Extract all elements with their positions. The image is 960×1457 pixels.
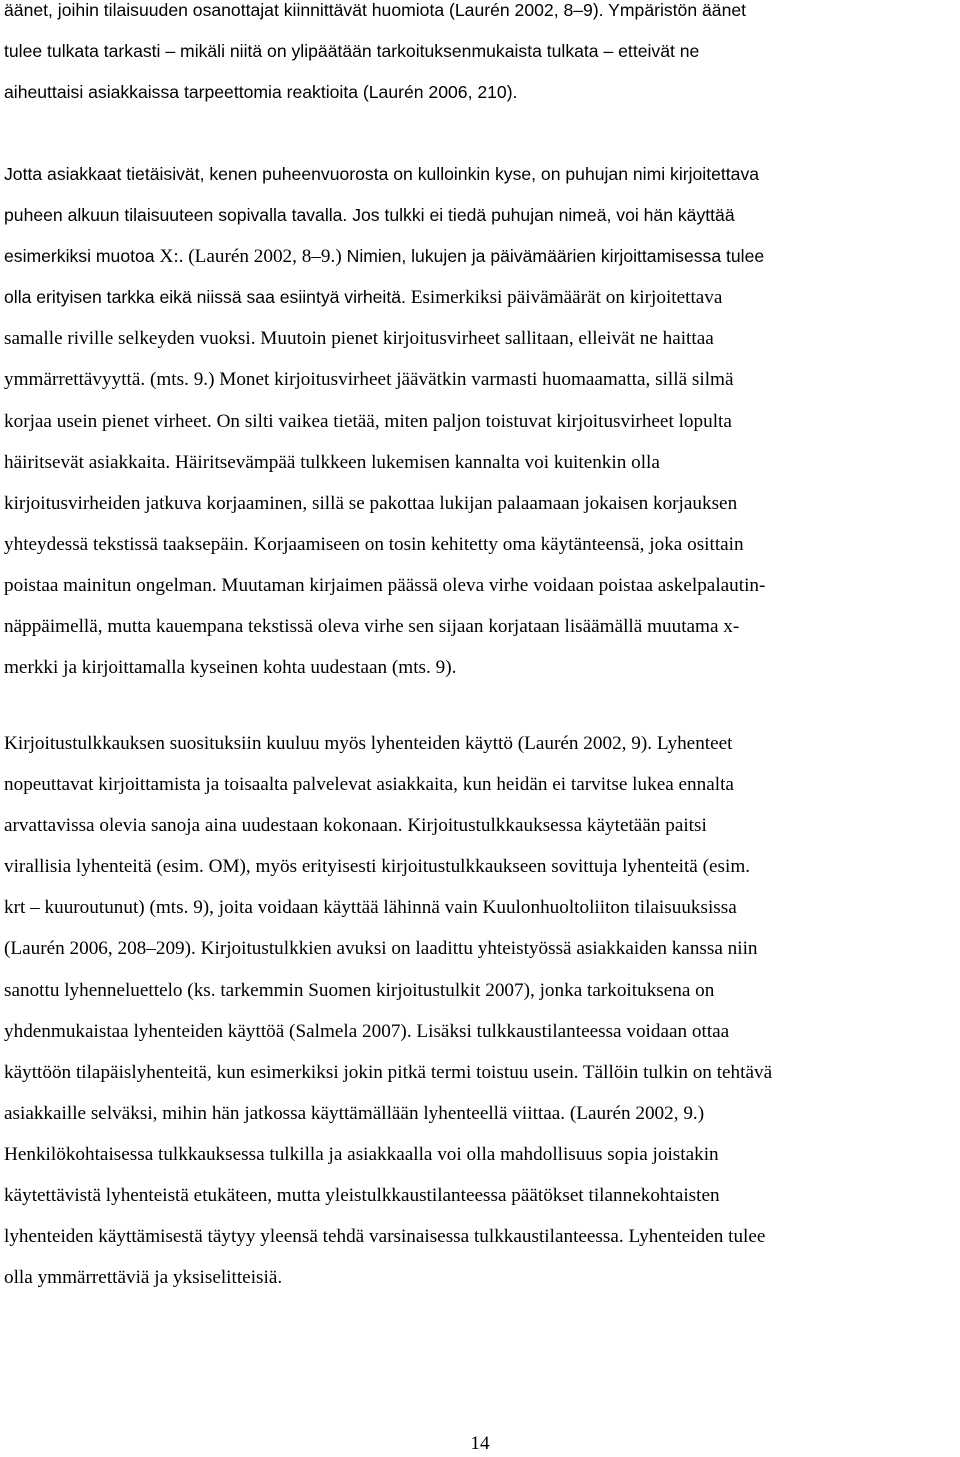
text-run: äänet, joihin tilaisuuden osanottajat kiinnittävät huomiota (Laurén 2002, 8–9). Ympäristön äänet bbox=[4, 0, 747, 20]
text-line bbox=[4, 1134, 960, 1175]
text-run: nopeuttavat kirjoittamista ja toisaalta palvelevat asiakkaita, kun heidän ei tarvitse lukea ennalta bbox=[4, 774, 734, 796]
text-line bbox=[4, 565, 960, 606]
text-line bbox=[4, 647, 960, 688]
text-line bbox=[4, 359, 960, 400]
text-line bbox=[4, 723, 960, 764]
text-line bbox=[4, 1011, 960, 1052]
text-run: sanottu lyhenneluettelo (ks. tarkemmin Suomen kirjoitustulkit 2007), jonka tarkoituksena on bbox=[4, 979, 715, 1001]
text-run: Henkilökohtaisessa tulkkauksessa tulkilla ja asiakkaalla voi olla mahdollisuus sopia joistakin bbox=[4, 1143, 719, 1165]
text-run: poistaa mainitun ongelman. Muutaman kirjaimen päässä oleva virhe voidaan poistaa askelpalautin- bbox=[4, 574, 766, 596]
text-line bbox=[4, 236, 960, 277]
text-run: Kirjoitustulkkauksen suosituksiin kuuluu myös lyhenteiden käyttö (Laurén 2002, 9). Lyhenteet bbox=[4, 733, 733, 754]
text-run: samalle riville selkeyden vuoksi. Muutoin pienet kirjoitusvirheet sallitaan, elleivät ne haittaa bbox=[4, 328, 714, 350]
text-line bbox=[4, 928, 960, 969]
text-run: X:. (Laurén 2002, 8–9.) bbox=[159, 246, 342, 268]
text-run: korjaa usein pienet virheet. On silti vaikea tietää, miten paljon toistuvat kirjoitusvirheet lopulta bbox=[4, 410, 732, 432]
text-run: krt – kuuroutunut) (mts. 9), joita voidaan käyttää lähinnä vain Kuulonhuoltoliiton tilaisuuksissa bbox=[4, 897, 737, 919]
text-run: (Laurén 2006, 208–209). Kirjoitustulkkien avuksi on laadittu yhteistyössä asiakkaiden kanssa niin bbox=[4, 938, 758, 960]
text-line bbox=[4, 154, 960, 195]
text-line bbox=[4, 1052, 960, 1093]
text-line bbox=[4, 277, 960, 318]
text-line bbox=[4, 887, 960, 928]
text-run: yhteydessä tekstissä taaksepäin. Korjaamiseen on tosin kehitetty oma käytänteensä, joka osittain bbox=[4, 533, 744, 555]
text-line bbox=[4, 195, 960, 236]
text-line bbox=[4, 1175, 960, 1216]
text-line bbox=[4, 318, 960, 359]
text-run: esimerkiksi muotoa bbox=[4, 246, 160, 267]
text-run: häiritsevät asiakkaita. Häiritsevämpää tulkkeen lukemisen kannalta voi kuitenkin olla bbox=[4, 451, 660, 473]
paragraph bbox=[4, 0, 960, 113]
text-line bbox=[4, 442, 960, 483]
text-run: virallisia lyhenteitä (esim. OM), myös erityisesti kirjoitustulkkaukseen sovittuja lyhenteitä (esim. bbox=[4, 856, 751, 878]
text-run: ymmärrettävyyttä. (mts. 9.) Monet kirjoitusvirheet jäävätkin varmasti huomaamatta, sillä silmä bbox=[4, 369, 734, 391]
text-run: lyhenteiden käyttämisestä täytyy yleensä tehdä varsinaisessa tulkkaustilanteessa. Lyhenteiden tulee bbox=[4, 1226, 766, 1248]
text-line bbox=[4, 764, 960, 805]
page-number: 14 bbox=[470, 1433, 490, 1454]
text-run: arvattavissa olevia sanoja aina uudestaan kokonaan. Kirjoitustulkkauksessa käytetään paitsi bbox=[4, 815, 707, 837]
text-run: olla erityisen tarkka eikä niissä saa esiintyä virheitä. bbox=[4, 287, 406, 308]
text-line bbox=[4, 401, 960, 442]
text-line bbox=[4, 1216, 960, 1257]
text-run: Esimerkiksi päivämäärät on kirjoitettava bbox=[405, 287, 723, 309]
text-line bbox=[4, 805, 960, 846]
text-run: näppäimellä, mutta kauempana tekstissä oleva virhe sen sijaan korjataan lisäämällä muutama x- bbox=[4, 616, 740, 638]
text-run: Jotta asiakkaat tietäisivät, kenen puheenvuorosta on kulloinkin kyse, on puhujan nimi kirjoitettava bbox=[4, 164, 760, 184]
text-run: käytettävistä lyhenteistä etukäteen, mutta yleistulkkaustilanteessa päätökset tilannekohtaisten bbox=[4, 1185, 720, 1207]
text-line bbox=[4, 970, 960, 1011]
text-run: yhdenmukaistaa lyhenteiden käyttöä (Salmela 2007). Lisäksi tulkkaustilanteessa voidaan ottaa bbox=[4, 1020, 730, 1042]
text-line bbox=[4, 1257, 960, 1298]
text-run: puheen alkuun tilaisuuteen sopivalla tavalla. Jos tulkki ei tiedä puhujan nimeä, voi hän käyttää bbox=[4, 205, 735, 226]
text-line bbox=[4, 31, 960, 72]
text-run: asiakkaille selväksi, mihin hän jatkossa käyttämällään lyhenteellä viittaa. (Laurén 2002, 9.) bbox=[4, 1102, 705, 1124]
text-line bbox=[4, 846, 960, 887]
text-line bbox=[4, 524, 960, 565]
text-run: olla ymmärrettäviä ja yksiselitteisiä. bbox=[4, 1267, 283, 1289]
text-line bbox=[4, 72, 960, 113]
text-run: aiheuttaisi asiakkaissa tarpeettomia reaktioita (Laurén 2006, 210). bbox=[4, 82, 518, 103]
text-line bbox=[4, 606, 960, 647]
text-line bbox=[4, 1093, 960, 1134]
text-line bbox=[4, 0, 960, 31]
text-run: tulee tulkata tarkasti – mikäli niitä on ylipäätään tarkoituksenmukaista tulkata – etteivät ne bbox=[4, 41, 700, 62]
text-run: kirjoitusvirheiden jatkuva korjaaminen, sillä se pakottaa lukijan palaamaan jokaisen korjauksen bbox=[4, 492, 738, 514]
text-run: käyttöön tilapäislyhenteitä, kun esimerkiksi jokin pitkä termi toistuu usein. Tällöin tulkin on tehtävä bbox=[4, 1061, 773, 1083]
text-run: Nimien, lukujen ja päivämäärien kirjoittamisessa tulee bbox=[341, 246, 765, 267]
paragraph bbox=[4, 154, 960, 688]
paragraph bbox=[4, 723, 960, 1298]
text-line bbox=[4, 483, 960, 524]
text-run: merkki ja kirjoittamalla kyseinen kohta uudestaan (mts. 9). bbox=[4, 657, 457, 679]
